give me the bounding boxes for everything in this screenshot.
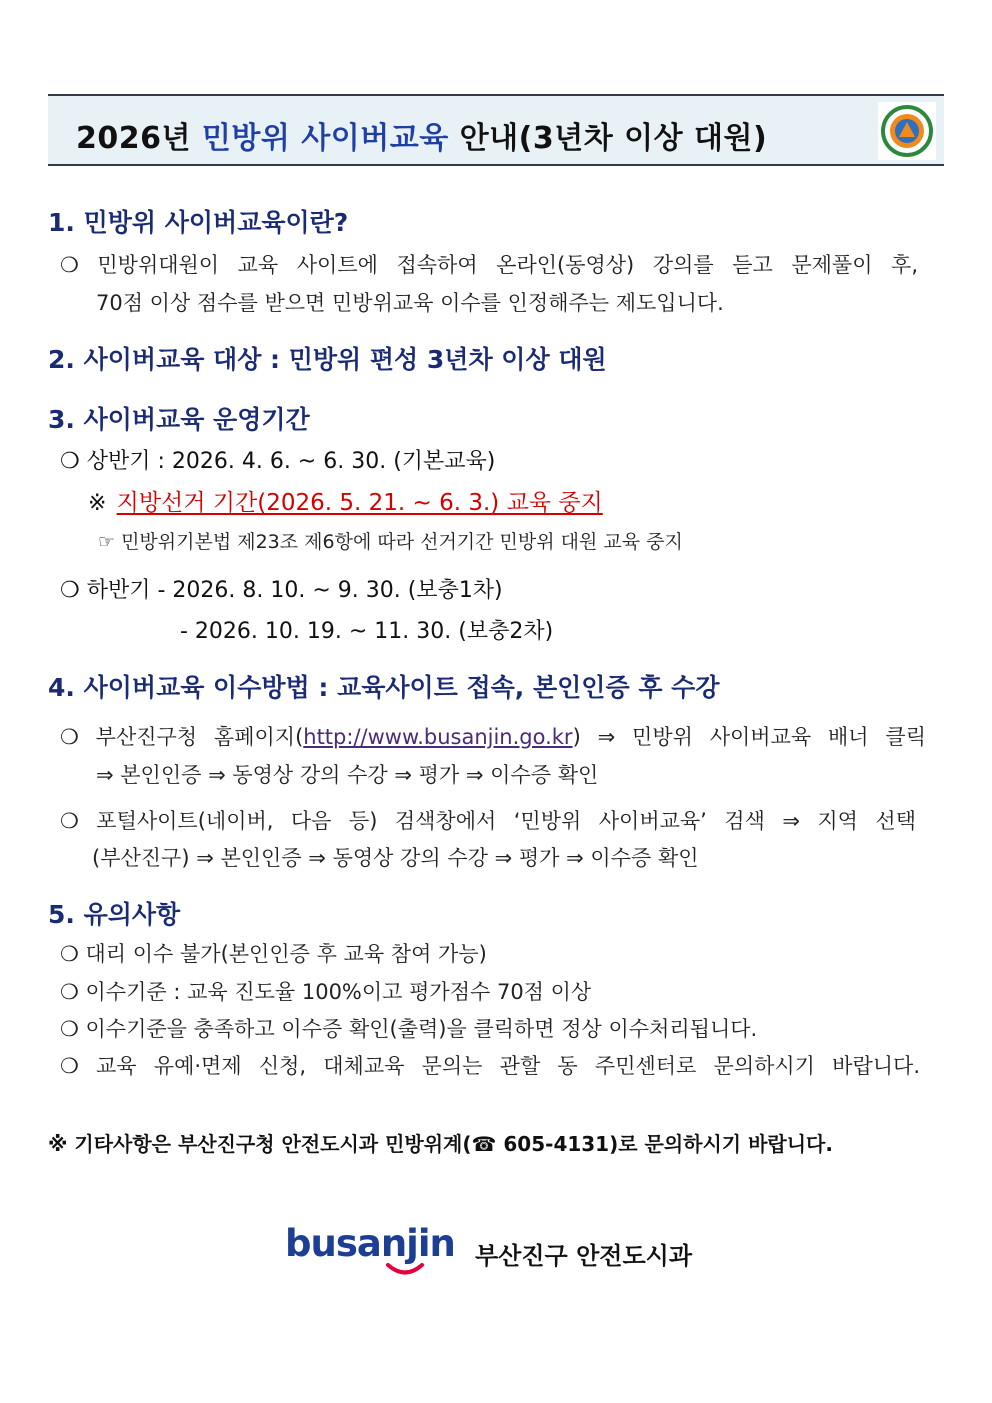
busanjin-logo <box>285 1222 461 1284</box>
method-a-line-2: ⇒ 본인인증 ⇒ 동영상 강의 수강 ⇒ 평가 ⇒ 이수증 확인 <box>96 763 599 787</box>
method-b-line-2: (부산진구) ⇒ 본인인증 ⇒ 동영상 강의 수강 ⇒ 평가 ⇒ 이수증 확인 <box>92 846 699 870</box>
section-3-heading: 3. 사이버교육 운영기간 <box>48 405 310 434</box>
section-1-line-1: ❍ 민방위대원이 교육 사이트에 접속하여 온라인(동영상) 강의를 듣고 문제풀이 후, <box>60 253 918 277</box>
notice-item-1: ❍ 대리 이수 불가(본인인증 후 교육 참여 가능) <box>60 942 487 966</box>
page-title: 2026년 민방위 사이버교육 안내(3년차 이상 대원) <box>76 121 768 156</box>
second-half-period-1: ❍ 하반기 - 2026. 8. 10. ~ 9. 30. (보충1차) <box>60 578 503 603</box>
section-1-line-2: 70점 이상 점수를 받으면 민방위교육 이수를 인정해주는 제도입니다. <box>96 291 724 315</box>
logo-smile-icon <box>385 1262 425 1278</box>
section-1-heading: 1. 민방위 사이버교육이란? <box>48 208 349 237</box>
method-b-line-1: ❍ 포털사이트(네이버, 다음 등) 검색창에서 ‘민방위 사이버교육’ 검색 ⇒ 지역 선택 <box>60 809 916 833</box>
busanjin-logo-text: busanjin <box>285 1222 455 1265</box>
footer-department: 부산진구 안전도시과 <box>475 1242 693 1270</box>
note-mark: ※ <box>88 491 107 516</box>
busanjin-homepage-link[interactable]: http://www.busanjin.go.kr <box>303 725 573 749</box>
notice-item-3: ❍ 이수기준을 충족하고 이수증 확인(출력)을 클릭하면 정상 이수처리됩니다. <box>60 1017 758 1041</box>
contact-note: ※ 기타사항은 부산진구청 안전도시과 민방위계(☎ 605-4131)로 문의하시기 바랍니다. <box>48 1132 833 1156</box>
second-half-period-2: - 2026. 10. 19. ~ 11. 30. (보충2차) <box>180 619 554 644</box>
civil-defense-emblem-icon <box>878 102 936 160</box>
title-banner <box>48 94 944 166</box>
election-suspension-notice: 지방선거 기간(2026. 5. 21. ~ 6. 3.) 교육 중지 <box>116 490 603 516</box>
section-2-heading: 2. 사이버교육 대상 : 민방위 편성 3년차 이상 대원 <box>48 345 607 374</box>
election-note <box>88 484 603 517</box>
notice-item-4: ❍ 교육 유예·면제 신청, 대체교육 문의는 관할 동 주민센터로 문의하시기 바랍니다. <box>60 1054 920 1078</box>
first-half-period: ❍ 상반기 : 2026. 4. 6. ~ 6. 30. (기본교육) <box>60 449 496 474</box>
notice-item-2: ❍ 이수기준 : 교육 진도율 100%이고 평가점수 70점 이상 <box>60 980 592 1004</box>
method-a-line-1: ❍ 부산진구청 홈페이지(http://www.busanjin.go.kr) ⇒ 민방위 사이버교육 배너 클릭 <box>60 725 926 749</box>
section-5-heading: 5. 유의사항 <box>48 900 181 929</box>
section-4-heading: 4. 사이버교육 이수방법 : 교육사이트 접속, 본인인증 후 수강 <box>48 673 720 702</box>
legal-basis-note: ☞ 민방위기본법 제23조 제6항에 따라 선거기간 민방위 대원 교육 중지 <box>98 531 683 553</box>
